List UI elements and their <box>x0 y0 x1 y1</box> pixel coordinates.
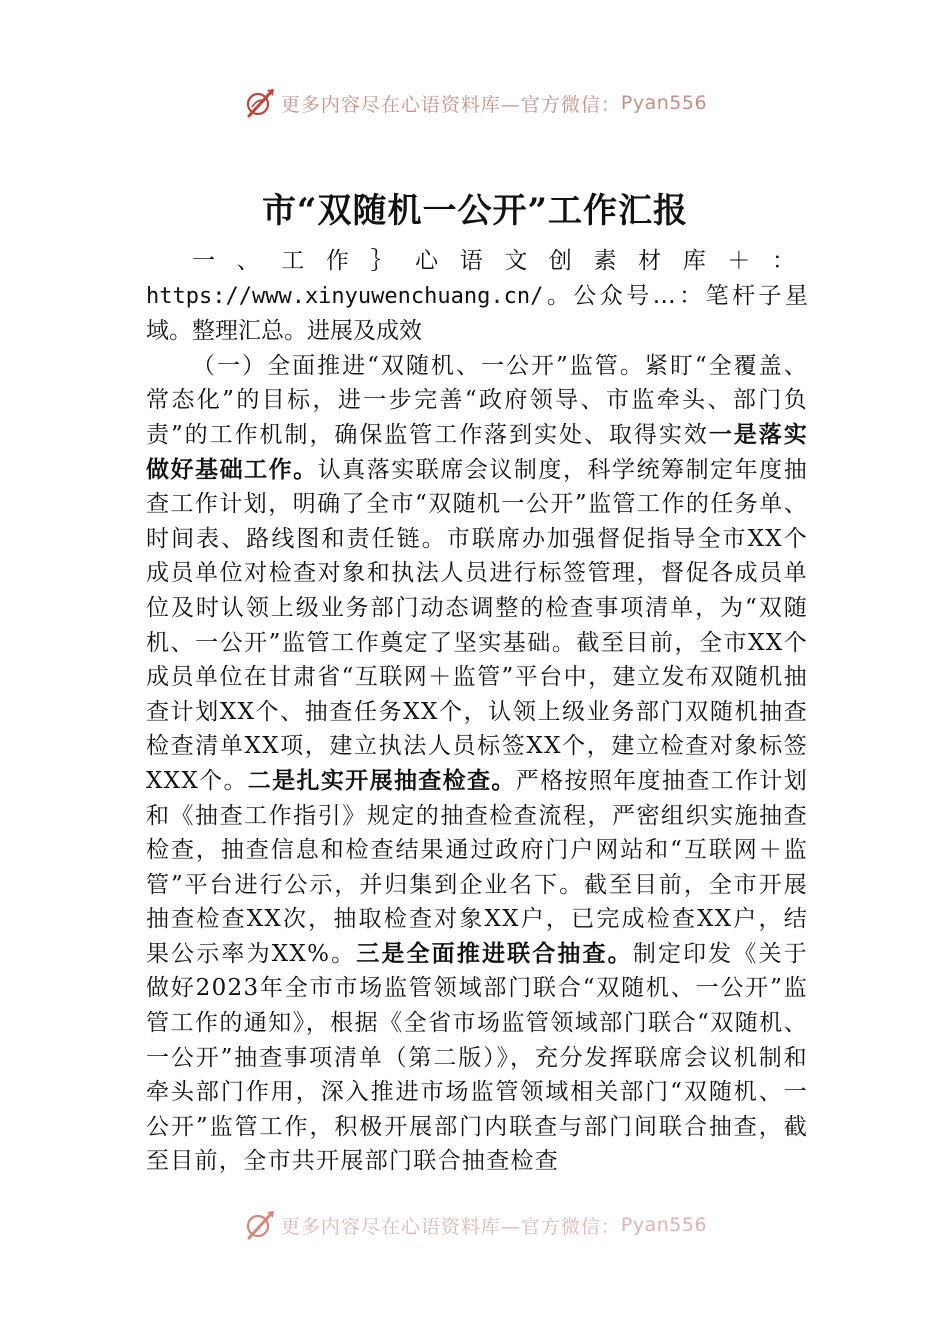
paragraph-text-2: 严格按照年度抽查工作计划和《抽查工作指引》规定的抽查检查流程，严密组织实施抽查检查，抽查信息和检查结果通过政府门户网站和“互联网＋监管”平台进行公示，并归集到企业名下。截至目前，全市开展抽查检查XX次，抽取检查对象XX户，已完成检查XX户，结果公示率为XX%。 <box>146 767 808 967</box>
paragraph-text-1: 认真落实联席会议制度，科学统筹制定年度抽查工作计划，明确了全市“双随机一公开”监管工作的任务单、时间表、路线图和责任链。市联席办加强督促指导全市XX个成员单位对检查对象和执法人员进行标签管理，督促各成员单位及时认领上级业务部门动态调整的检查事项清单，为“双随机、一公开”监管工作奠定了坚实基础。截至目前，全市XX个成员单位在甘肃省“互联网＋监管”平台中，建立发布双随机抽查计划XX个、抽查任务XX个，认领上级业务部门双随机抽查检查清单XX项，建立执法人员标签XX个，建立检查对象标签XXX个。 <box>146 456 808 794</box>
lead-phrase-1: 一是落实做好基础工作。 <box>146 421 808 483</box>
pen-logo-icon <box>243 86 277 120</box>
paragraph-text-3: 制定印发《关于做好2023年全市市场监管领域部门联合“双随机、一公开”监管工作的通知》，根据《全省市场监管领域部门联合“双随机、一公开”抽查事项清单（第二版）》，充分发挥联席会议机制和牵头部门作用，深入推进市场监管领域相关部门“双随机、一公开”监管工作，积极开展部门内联查与部门间联合抽查，截至目前，全市共开展部门联合抽查检查 <box>146 940 808 1175</box>
document-body <box>146 244 808 1179</box>
heading-watermark-text: 工作｝心语文创素材库＋： <box>281 248 809 274</box>
heading-title: 进展及成效 <box>307 318 422 345</box>
watermark-header <box>0 83 950 123</box>
lead-phrase-3: 三是全面推进联合抽查。 <box>356 940 633 967</box>
heading-number: 一、 <box>192 248 282 274</box>
watermark-footer <box>0 1205 950 1245</box>
watermark-wechat-id: Pyan556 <box>620 92 708 114</box>
paragraph-intro: （一）全面推进“双随机、一公开”监管。紧盯“全覆盖、常态化”的目标，进一步完善“政府领导、市监牵头、部门负责”的工作机制，确保监管工作落到实处、取得实效 <box>146 352 808 448</box>
heading-url-link[interactable]: https://www.xinyuwenchuang.cn/ <box>146 283 544 309</box>
paragraph <box>146 349 808 1179</box>
watermark-text: 更多内容尽在心语资料库—官方微信： <box>280 93 621 116</box>
pen-logo-icon <box>243 1208 277 1242</box>
watermark-wechat-id: Pyan556 <box>620 1214 708 1236</box>
watermark-text: 更多内容尽在心语资料库—官方微信： <box>280 1215 621 1238</box>
section-heading <box>146 244 808 349</box>
lead-phrase-2: 二是扎实开展抽查检查。 <box>247 767 516 794</box>
heading-text: 。公众号…：笔杆子星域。整理汇总。 <box>146 282 808 345</box>
document-title: 市“双随机一公开”工作汇报 <box>261 191 689 231</box>
